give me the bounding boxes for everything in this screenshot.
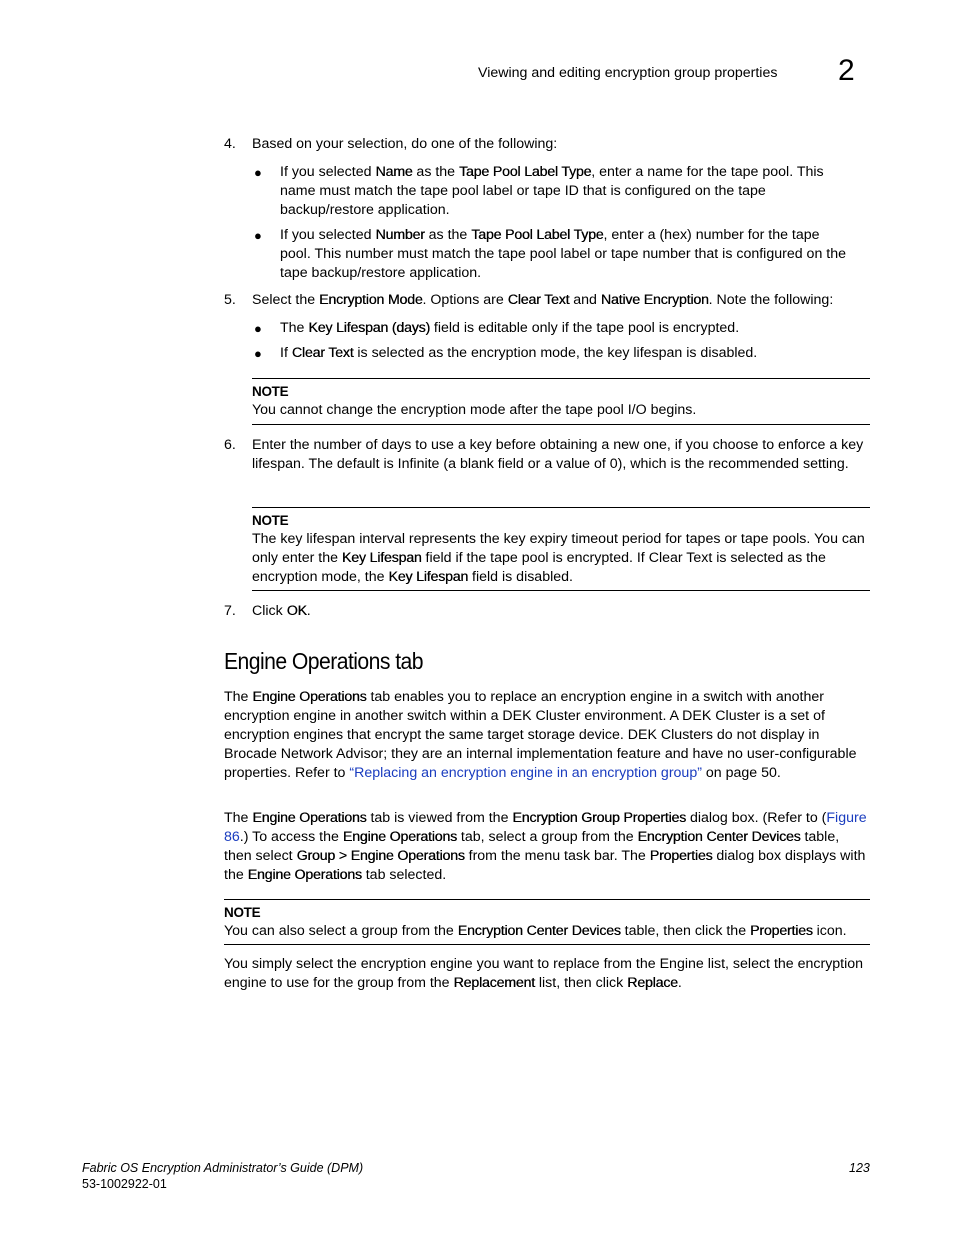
cross-reference-link[interactable]: “Replacing an encryption engine in an encryption group”	[349, 765, 702, 781]
step-text: Enter the number of days to use a key before obtaining a new one, if you choose to enforce a key lifespan. The default is Infinite (a blank field or a value of 0), which is the recommended setting.	[252, 437, 864, 472]
step-number: 5.	[224, 292, 236, 308]
bullet-icon: ●	[254, 228, 262, 243]
chapter-number: 2	[838, 54, 855, 87]
step-text: Click OK.	[252, 603, 311, 619]
footer-document-number: 53-1002922-01	[82, 1177, 167, 1191]
running-header-title: Viewing and editing encryption group properties	[478, 65, 778, 81]
bullet-icon: ●	[254, 321, 262, 336]
note-text: You can also select a group from the Encryption Center Devices table, then click the Properties icon.	[224, 923, 847, 939]
bullet-text: If you selected Number as the Tape Pool Label Type, enter a (hex) number for the tape pool. This number must match the tape pool label or tape number that is configured on the tape backup/restore application.	[280, 227, 846, 281]
note-text: The key lifespan interval represents the key expiry timeout period for tapes or tape pools. You can only enter the Key Lifespan field if the tape pool is encrypted. If Clear Text is selected as the encryption mode, the Key Lifespan field is disabled.	[252, 531, 865, 585]
bullet-text: If you selected Name as the Tape Pool Label Type, enter a name for the tape pool. This name must match the tape pool label or tape ID that is configured on the tape backup/restore application.	[280, 164, 824, 218]
step-text: Based on your selection, do one of the following:	[252, 136, 558, 152]
step-text: Select the Encryption Mode. Options are Clear Text and Native Encryption. Note the following:	[252, 292, 834, 308]
note-title: NOTE	[224, 905, 261, 920]
step-number: 6.	[224, 437, 236, 453]
note-box	[252, 378, 870, 425]
figure-link[interactable]: Figure 86	[224, 810, 867, 845]
step-number: 4.	[224, 136, 236, 152]
bullet-text: The Key Lifespan (days) field is editable only if the tape pool is encrypted.	[280, 320, 740, 336]
note-title: NOTE	[252, 513, 289, 528]
bullet-icon: ●	[254, 165, 262, 180]
bullet-icon: ●	[254, 346, 262, 361]
step-number: 7.	[224, 603, 236, 619]
note-box	[224, 899, 870, 945]
paragraph: The Engine Operations tab is viewed from the Encryption Group Properties dialog box. (Refer to (Figure 86.) To access the Engine Operations tab, select a group from the Encryption Center Devices table, then select Group > Engine Operations from the menu task bar. The Properties dialog box displays with the Engine Operations tab selected.	[224, 810, 867, 883]
note-text: You cannot change the encryption mode after the tape pool I/O begins.	[252, 402, 697, 418]
paragraph: The Engine Operations tab enables you to replace an encryption engine in a switch with another encryption engine in another switch within a DEK Cluster environment. A DEK Cluster is a set of encryption engines that encrypt the same target storage device. DEK Clusters do not display in Brocade Network Advisor; they are an internal implementation feature and have no user-configurable properties. Refer to “Replacing an encryption engine in an encryption group” on page 50.	[224, 689, 857, 781]
footer-document-title: Fabric OS Encryption Administrator’s Guide (DPM)	[82, 1161, 364, 1175]
paragraph: You simply select the encryption engine you want to replace from the Engine list, select the encryption engine to use for the group from the Replacement list, then click Replace.	[224, 956, 864, 991]
bullet-text: If Clear Text is selected as the encryption mode, the key lifespan is disabled.	[280, 345, 758, 361]
page-number: 123	[849, 1161, 870, 1175]
note-title: NOTE	[252, 384, 289, 399]
note-box	[252, 507, 870, 591]
section-heading: Engine Operations tab	[224, 648, 423, 674]
